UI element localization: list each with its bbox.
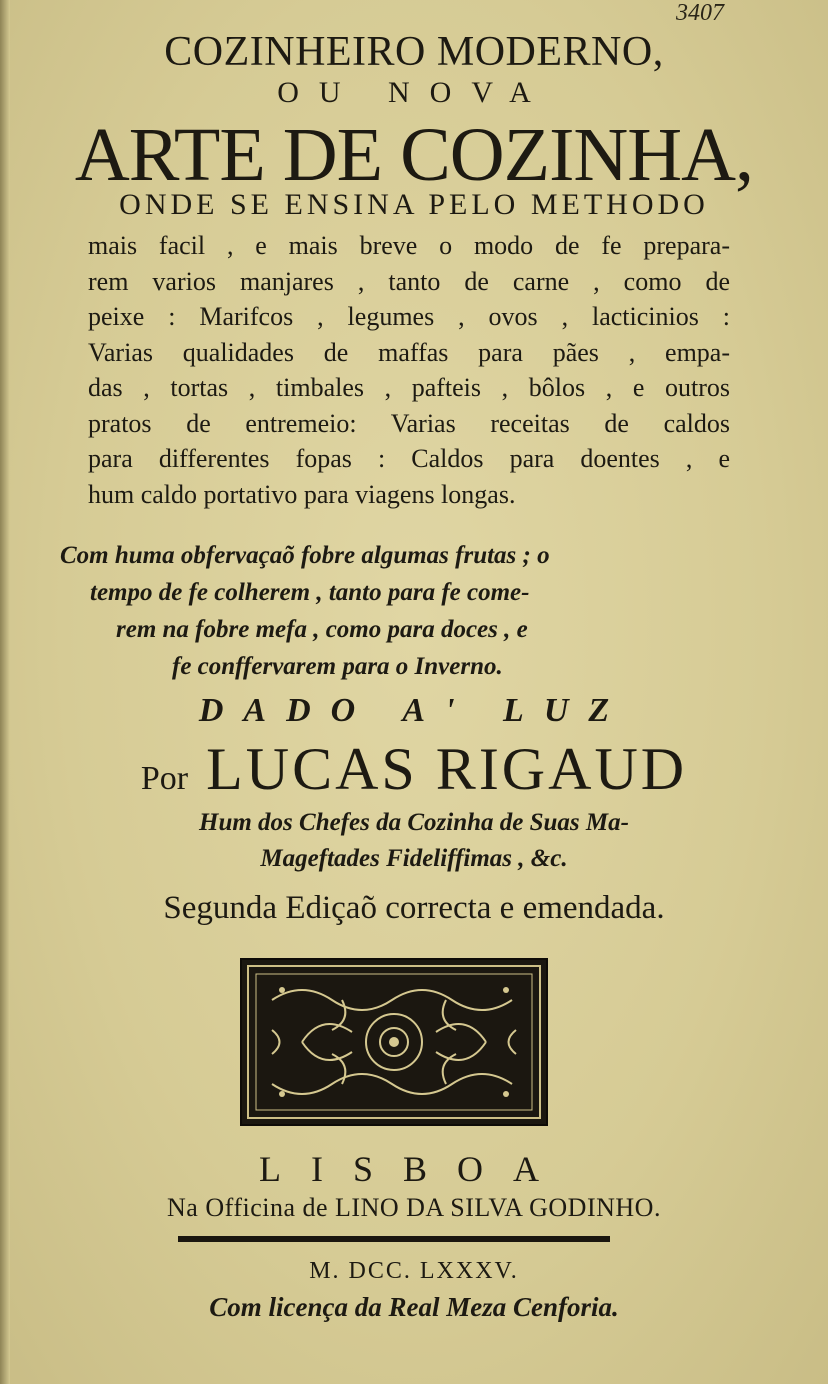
printers-ornament-image <box>240 958 548 1126</box>
author-role <box>0 805 828 877</box>
place-of-publication: LISBOA <box>258 1149 569 1189</box>
subtitle-line: ONDE SE ENSINA PELO METHODO <box>119 188 709 221</box>
printer-line: Na Officina de LINO DA SILVA GODINHO. <box>167 1193 661 1222</box>
license-line: Com licença da Real Meza Cenforia. <box>209 1292 619 1322</box>
description-line: hum caldo portativo para viagens longas. <box>88 479 516 509</box>
description-line: das , tortas , timbales , pafteis , bôlos , e outros <box>88 373 730 402</box>
title-line-2: OU NOVA <box>277 76 551 109</box>
title-main: ARTE DE COZINHA, <box>74 113 754 197</box>
observation-paragraph <box>60 537 730 685</box>
observation-line: tempo de fe colherem , tanto para fe come- <box>90 579 530 606</box>
handwritten-shelfmark: 3407 <box>676 0 724 26</box>
observation-line: Com huma obfervaçaõ fobre algumas frutas ; o <box>60 542 550 569</box>
edition-note: Segunda Ediçaõ correcta e emendada. <box>163 890 665 926</box>
divider-rule <box>178 1236 610 1242</box>
description-line: mais facil , e mais breve o modo de fe prepara- <box>88 231 730 260</box>
description-line: rem varios manjares , tanto de carne , como de <box>88 266 730 296</box>
author-name: LUCAS RIGAUD <box>206 736 688 802</box>
description-line: Varias qualidades de maffas para pães , empa- <box>88 337 730 367</box>
dado-a-luz: DADO A' LUZ <box>198 692 630 729</box>
description-paragraph <box>88 228 730 512</box>
author-line <box>0 735 828 804</box>
publication-year: M. DCC. LXXXV. <box>309 1258 519 1284</box>
author-role-line-2: Mageftades Fideliffimas , &c. <box>260 845 568 872</box>
observation-line: rem na fobre mefa , como para doces , e <box>116 616 528 643</box>
description-line: para differentes fopas : Caldos para doentes , e <box>88 444 730 473</box>
description-line: pratos de entremeio: Varias receitas de caldos <box>88 408 730 438</box>
title-line-1: COZINHEIRO MODERNO, <box>164 29 664 75</box>
observation-line: fe conffervarem para o Inverno. <box>172 653 503 680</box>
description-line: peixe : Marifcos , legumes , ovos , lacticinios : <box>88 302 730 331</box>
author-prefix: Por <box>140 760 189 797</box>
author-role-line-1: Hum dos Chefes da Cozinha de Suas Ma- <box>199 809 629 836</box>
